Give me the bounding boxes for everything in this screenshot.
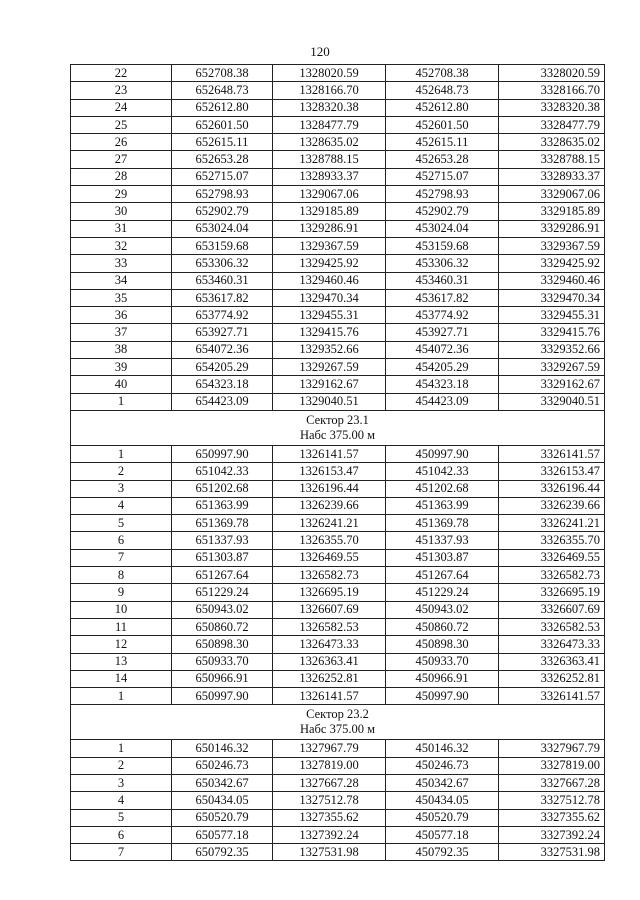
table-row	[71, 134, 605, 151]
y-msk-coordinate-cell: 3329185.89	[499, 203, 605, 220]
y-coordinate-cell: 1328020.59	[273, 65, 386, 82]
table-row	[71, 584, 605, 601]
x-coordinate-cell: 652798.93	[172, 186, 273, 203]
coordinates-table	[70, 64, 605, 861]
x-msk-coordinate-cell: 452798.93	[386, 186, 499, 203]
y-coordinate-cell: 1327819.00	[273, 757, 386, 774]
y-coordinate-cell: 1327667.28	[273, 774, 386, 791]
x-msk-coordinate-cell: 453159.68	[386, 237, 499, 254]
x-msk-coordinate-cell: 450966.91	[386, 670, 499, 687]
y-coordinate-cell: 1329367.59	[273, 237, 386, 254]
point-number-cell: 13	[71, 653, 172, 670]
x-coordinate-cell: 653460.31	[172, 272, 273, 289]
table-row	[71, 237, 605, 254]
point-number-cell: 30	[71, 203, 172, 220]
y-msk-coordinate-cell: 3326695.19	[499, 584, 605, 601]
y-coordinate-cell: 1326695.19	[273, 584, 386, 601]
table-row	[71, 255, 605, 272]
table-row	[71, 151, 605, 168]
y-coordinate-cell: 1326196.44	[273, 480, 386, 497]
y-coordinate-cell: 1326252.81	[273, 670, 386, 687]
x-msk-coordinate-cell: 451267.64	[386, 567, 499, 584]
y-msk-coordinate-cell: 3326141.57	[499, 445, 605, 462]
point-number-cell: 35	[71, 289, 172, 306]
y-coordinate-cell: 1326582.73	[273, 567, 386, 584]
x-msk-coordinate-cell: 452653.28	[386, 151, 499, 168]
y-msk-coordinate-cell: 3327967.79	[499, 740, 605, 757]
x-msk-coordinate-cell: 454323.18	[386, 376, 499, 393]
y-coordinate-cell: 1326355.70	[273, 532, 386, 549]
table-row	[71, 792, 605, 809]
point-number-cell: 29	[71, 186, 172, 203]
x-msk-coordinate-cell: 452612.80	[386, 99, 499, 116]
y-coordinate-cell: 1327392.24	[273, 826, 386, 843]
x-coordinate-cell: 651042.33	[172, 463, 273, 480]
x-coordinate-cell: 653617.82	[172, 289, 273, 306]
point-number-cell: 5	[71, 809, 172, 826]
y-msk-coordinate-cell: 3327392.24	[499, 826, 605, 843]
y-msk-coordinate-cell: 3326473.33	[499, 636, 605, 653]
point-number-cell: 1	[71, 393, 172, 410]
y-coordinate-cell: 1329352.66	[273, 341, 386, 358]
y-coordinate-cell: 1328933.37	[273, 168, 386, 185]
point-number-cell: 27	[71, 151, 172, 168]
y-msk-coordinate-cell: 3326196.44	[499, 480, 605, 497]
x-msk-coordinate-cell: 450997.90	[386, 445, 499, 462]
point-number-cell: 6	[71, 532, 172, 549]
point-number-cell: 36	[71, 307, 172, 324]
x-msk-coordinate-cell: 450898.30	[386, 636, 499, 653]
x-msk-coordinate-cell: 450520.79	[386, 809, 499, 826]
y-msk-coordinate-cell: 3329425.92	[499, 255, 605, 272]
x-coordinate-cell: 652615.11	[172, 134, 273, 151]
point-number-cell: 5	[71, 515, 172, 532]
x-coordinate-cell: 650860.72	[172, 618, 273, 635]
table-row	[71, 844, 605, 861]
y-coordinate-cell: 1327512.78	[273, 792, 386, 809]
y-coordinate-cell: 1328788.15	[273, 151, 386, 168]
table-row	[71, 116, 605, 133]
y-msk-coordinate-cell: 3327667.28	[499, 774, 605, 791]
table-row	[71, 549, 605, 566]
point-number-cell: 7	[71, 844, 172, 861]
x-coordinate-cell: 651363.99	[172, 497, 273, 514]
x-coordinate-cell: 650246.73	[172, 757, 273, 774]
x-coordinate-cell: 652612.80	[172, 99, 273, 116]
x-msk-coordinate-cell: 453617.82	[386, 289, 499, 306]
y-coordinate-cell: 1329455.31	[273, 307, 386, 324]
x-coordinate-cell: 654423.09	[172, 393, 273, 410]
point-number-cell: 34	[71, 272, 172, 289]
table-row	[71, 99, 605, 116]
y-msk-coordinate-cell: 3327531.98	[499, 844, 605, 861]
table-row	[71, 670, 605, 687]
x-coordinate-cell: 651202.68	[172, 480, 273, 497]
x-msk-coordinate-cell: 453774.92	[386, 307, 499, 324]
y-coordinate-cell: 1329286.91	[273, 220, 386, 237]
x-msk-coordinate-cell: 450434.05	[386, 792, 499, 809]
table-row	[71, 186, 605, 203]
table-row	[71, 809, 605, 826]
point-number-cell: 26	[71, 134, 172, 151]
x-coordinate-cell: 653927.71	[172, 324, 273, 341]
x-msk-coordinate-cell: 452708.38	[386, 65, 499, 82]
y-msk-coordinate-cell: 3328933.37	[499, 168, 605, 185]
y-msk-coordinate-cell: 3327819.00	[499, 757, 605, 774]
table-row	[71, 324, 605, 341]
x-coordinate-cell: 653024.04	[172, 220, 273, 237]
point-number-cell: 3	[71, 774, 172, 791]
y-coordinate-cell: 1329415.76	[273, 324, 386, 341]
y-msk-coordinate-cell: 3326363.41	[499, 653, 605, 670]
x-coordinate-cell: 650997.90	[172, 445, 273, 462]
x-msk-coordinate-cell: 450342.67	[386, 774, 499, 791]
x-msk-coordinate-cell: 452715.07	[386, 168, 499, 185]
coordinates-table-body	[71, 65, 605, 861]
y-coordinate-cell: 1328320.38	[273, 99, 386, 116]
x-coordinate-cell: 650577.18	[172, 826, 273, 843]
point-number-cell: 38	[71, 341, 172, 358]
x-msk-coordinate-cell: 450943.02	[386, 601, 499, 618]
x-coordinate-cell: 650898.30	[172, 636, 273, 653]
y-msk-coordinate-cell: 3327355.62	[499, 809, 605, 826]
y-msk-coordinate-cell: 3328477.79	[499, 116, 605, 133]
y-msk-coordinate-cell: 3329352.66	[499, 341, 605, 358]
table-row	[71, 826, 605, 843]
x-msk-coordinate-cell: 454423.09	[386, 393, 499, 410]
x-msk-coordinate-cell: 452601.50	[386, 116, 499, 133]
y-msk-coordinate-cell: 3326607.69	[499, 601, 605, 618]
point-number-cell: 28	[71, 168, 172, 185]
y-coordinate-cell: 1326582.53	[273, 618, 386, 635]
point-number-cell: 33	[71, 255, 172, 272]
table-row	[71, 307, 605, 324]
table-row	[71, 272, 605, 289]
section-elevation: Набс 375.00 м	[299, 427, 376, 442]
y-coordinate-cell: 1329460.46	[273, 272, 386, 289]
x-coordinate-cell: 653306.32	[172, 255, 273, 272]
x-msk-coordinate-cell: 454072.36	[386, 341, 499, 358]
y-msk-coordinate-cell: 3328788.15	[499, 151, 605, 168]
y-msk-coordinate-cell: 3328320.38	[499, 99, 605, 116]
x-msk-coordinate-cell: 452615.11	[386, 134, 499, 151]
point-number-cell: 7	[71, 549, 172, 566]
y-msk-coordinate-cell: 3327512.78	[499, 792, 605, 809]
point-number-cell: 23	[71, 82, 172, 99]
y-msk-coordinate-cell: 3326153.47	[499, 463, 605, 480]
x-coordinate-cell: 651303.87	[172, 549, 273, 566]
point-number-cell: 2	[71, 463, 172, 480]
y-msk-coordinate-cell: 3326355.70	[499, 532, 605, 549]
y-msk-coordinate-cell: 3329415.76	[499, 324, 605, 341]
point-number-cell: 3	[71, 480, 172, 497]
table-row	[71, 636, 605, 653]
x-msk-coordinate-cell: 451303.87	[386, 549, 499, 566]
table-row	[71, 774, 605, 791]
x-coordinate-cell: 650146.32	[172, 740, 273, 757]
table-row	[71, 515, 605, 532]
x-coordinate-cell: 650943.02	[172, 601, 273, 618]
section-title: Сектор 23.1	[306, 412, 369, 427]
y-msk-coordinate-cell: 3326469.55	[499, 549, 605, 566]
y-msk-coordinate-cell: 3329470.34	[499, 289, 605, 306]
y-coordinate-cell: 1326473.33	[273, 636, 386, 653]
y-coordinate-cell: 1326241.21	[273, 515, 386, 532]
x-msk-coordinate-cell: 451202.68	[386, 480, 499, 497]
y-msk-coordinate-cell: 3326252.81	[499, 670, 605, 687]
x-msk-coordinate-cell: 450860.72	[386, 618, 499, 635]
point-number-cell: 12	[71, 636, 172, 653]
x-msk-coordinate-cell: 450792.35	[386, 844, 499, 861]
section-header	[71, 410, 605, 445]
point-number-cell: 1	[71, 688, 172, 705]
point-number-cell: 14	[71, 670, 172, 687]
point-number-cell: 2	[71, 757, 172, 774]
point-number-cell: 8	[71, 567, 172, 584]
x-coordinate-cell: 653159.68	[172, 237, 273, 254]
y-coordinate-cell: 1326141.57	[273, 688, 386, 705]
point-number-cell: 25	[71, 116, 172, 133]
y-msk-coordinate-cell: 3329367.59	[499, 237, 605, 254]
y-msk-coordinate-cell: 3328635.02	[499, 134, 605, 151]
y-coordinate-cell: 1329425.92	[273, 255, 386, 272]
y-msk-coordinate-cell: 3326239.66	[499, 497, 605, 514]
section-header-row	[71, 410, 605, 445]
x-coordinate-cell: 653774.92	[172, 307, 273, 324]
table-row	[71, 497, 605, 514]
x-msk-coordinate-cell: 452902.79	[386, 203, 499, 220]
x-coordinate-cell: 652653.28	[172, 151, 273, 168]
x-msk-coordinate-cell: 451363.99	[386, 497, 499, 514]
y-msk-coordinate-cell: 3326582.73	[499, 567, 605, 584]
x-msk-coordinate-cell: 453024.04	[386, 220, 499, 237]
table-row	[71, 601, 605, 618]
point-number-cell: 39	[71, 359, 172, 376]
table-row	[71, 359, 605, 376]
point-number-cell: 1	[71, 740, 172, 757]
x-coordinate-cell: 652902.79	[172, 203, 273, 220]
y-msk-coordinate-cell: 3329267.59	[499, 359, 605, 376]
y-coordinate-cell: 1327355.62	[273, 809, 386, 826]
point-number-cell: 37	[71, 324, 172, 341]
y-msk-coordinate-cell: 3329455.31	[499, 307, 605, 324]
x-coordinate-cell: 652715.07	[172, 168, 273, 185]
y-msk-coordinate-cell: 3328020.59	[499, 65, 605, 82]
point-number-cell: 1	[71, 445, 172, 462]
x-msk-coordinate-cell: 453306.32	[386, 255, 499, 272]
y-coordinate-cell: 1328166.70	[273, 82, 386, 99]
x-coordinate-cell: 651337.93	[172, 532, 273, 549]
x-msk-coordinate-cell: 450933.70	[386, 653, 499, 670]
x-msk-coordinate-cell: 452648.73	[386, 82, 499, 99]
point-number-cell: 31	[71, 220, 172, 237]
y-coordinate-cell: 1327531.98	[273, 844, 386, 861]
x-coordinate-cell: 651267.64	[172, 567, 273, 584]
x-msk-coordinate-cell: 451042.33	[386, 463, 499, 480]
point-number-cell: 6	[71, 826, 172, 843]
x-msk-coordinate-cell: 451229.24	[386, 584, 499, 601]
y-coordinate-cell: 1326141.57	[273, 445, 386, 462]
x-coordinate-cell: 652708.38	[172, 65, 273, 82]
y-coordinate-cell: 1326363.41	[273, 653, 386, 670]
y-coordinate-cell: 1328635.02	[273, 134, 386, 151]
table-row	[71, 653, 605, 670]
x-msk-coordinate-cell: 453460.31	[386, 272, 499, 289]
section-header-row	[71, 705, 605, 740]
table-row	[71, 740, 605, 757]
table-row	[71, 65, 605, 82]
y-msk-coordinate-cell: 3329162.67	[499, 376, 605, 393]
point-number-cell: 10	[71, 601, 172, 618]
y-coordinate-cell: 1326607.69	[273, 601, 386, 618]
x-coordinate-cell: 654072.36	[172, 341, 273, 358]
page-number: 120	[310, 44, 330, 59]
y-msk-coordinate-cell: 3329286.91	[499, 220, 605, 237]
table-row	[71, 480, 605, 497]
x-msk-coordinate-cell: 453927.71	[386, 324, 499, 341]
x-msk-coordinate-cell: 451337.93	[386, 532, 499, 549]
x-coordinate-cell: 650342.67	[172, 774, 273, 791]
x-coordinate-cell: 650997.90	[172, 688, 273, 705]
x-msk-coordinate-cell: 454205.29	[386, 359, 499, 376]
x-coordinate-cell: 652601.50	[172, 116, 273, 133]
x-coordinate-cell: 650792.35	[172, 844, 273, 861]
section-title: Сектор 23.2	[306, 707, 369, 722]
y-msk-coordinate-cell: 3328166.70	[499, 82, 605, 99]
x-coordinate-cell: 650520.79	[172, 809, 273, 826]
section-elevation: Набс 375.00 м	[299, 722, 376, 737]
y-coordinate-cell: 1329185.89	[273, 203, 386, 220]
table-row	[71, 688, 605, 705]
y-coordinate-cell: 1328477.79	[273, 116, 386, 133]
x-coordinate-cell: 651229.24	[172, 584, 273, 601]
section-header	[71, 705, 605, 740]
y-coordinate-cell: 1329267.59	[273, 359, 386, 376]
y-msk-coordinate-cell: 3326241.21	[499, 515, 605, 532]
x-coordinate-cell: 650933.70	[172, 653, 273, 670]
y-msk-coordinate-cell: 3329460.46	[499, 272, 605, 289]
x-coordinate-cell: 650966.91	[172, 670, 273, 687]
y-coordinate-cell: 1326153.47	[273, 463, 386, 480]
table-row	[71, 618, 605, 635]
y-coordinate-cell: 1329040.51	[273, 393, 386, 410]
table-row	[71, 168, 605, 185]
y-coordinate-cell: 1327967.79	[273, 740, 386, 757]
point-number-cell: 4	[71, 497, 172, 514]
y-coordinate-cell: 1326469.55	[273, 549, 386, 566]
y-coordinate-cell: 1329470.34	[273, 289, 386, 306]
y-msk-coordinate-cell: 3326582.53	[499, 618, 605, 635]
x-coordinate-cell: 654205.29	[172, 359, 273, 376]
x-coordinate-cell: 651369.78	[172, 515, 273, 532]
x-coordinate-cell: 652648.73	[172, 82, 273, 99]
table-row	[71, 567, 605, 584]
x-msk-coordinate-cell: 450577.18	[386, 826, 499, 843]
y-msk-coordinate-cell: 3329040.51	[499, 393, 605, 410]
point-number-cell: 9	[71, 584, 172, 601]
y-coordinate-cell: 1329067.06	[273, 186, 386, 203]
point-number-cell: 4	[71, 792, 172, 809]
x-msk-coordinate-cell: 450997.90	[386, 688, 499, 705]
x-msk-coordinate-cell: 450146.32	[386, 740, 499, 757]
table-row	[71, 376, 605, 393]
point-number-cell: 40	[71, 376, 172, 393]
table-row	[71, 445, 605, 462]
table-row	[71, 532, 605, 549]
point-number-cell: 11	[71, 618, 172, 635]
point-number-cell: 32	[71, 237, 172, 254]
table-row	[71, 341, 605, 358]
table-row	[71, 82, 605, 99]
table-row	[71, 757, 605, 774]
table-row	[71, 289, 605, 306]
x-msk-coordinate-cell: 450246.73	[386, 757, 499, 774]
y-coordinate-cell: 1326239.66	[273, 497, 386, 514]
table-row	[71, 203, 605, 220]
x-msk-coordinate-cell: 451369.78	[386, 515, 499, 532]
y-coordinate-cell: 1329162.67	[273, 376, 386, 393]
table-row	[71, 393, 605, 410]
y-msk-coordinate-cell: 3329067.06	[499, 186, 605, 203]
table-row	[71, 463, 605, 480]
y-msk-coordinate-cell: 3326141.57	[499, 688, 605, 705]
x-coordinate-cell: 650434.05	[172, 792, 273, 809]
table-row	[71, 220, 605, 237]
point-number-cell: 24	[71, 99, 172, 116]
point-number-cell: 22	[71, 65, 172, 82]
x-coordinate-cell: 654323.18	[172, 376, 273, 393]
